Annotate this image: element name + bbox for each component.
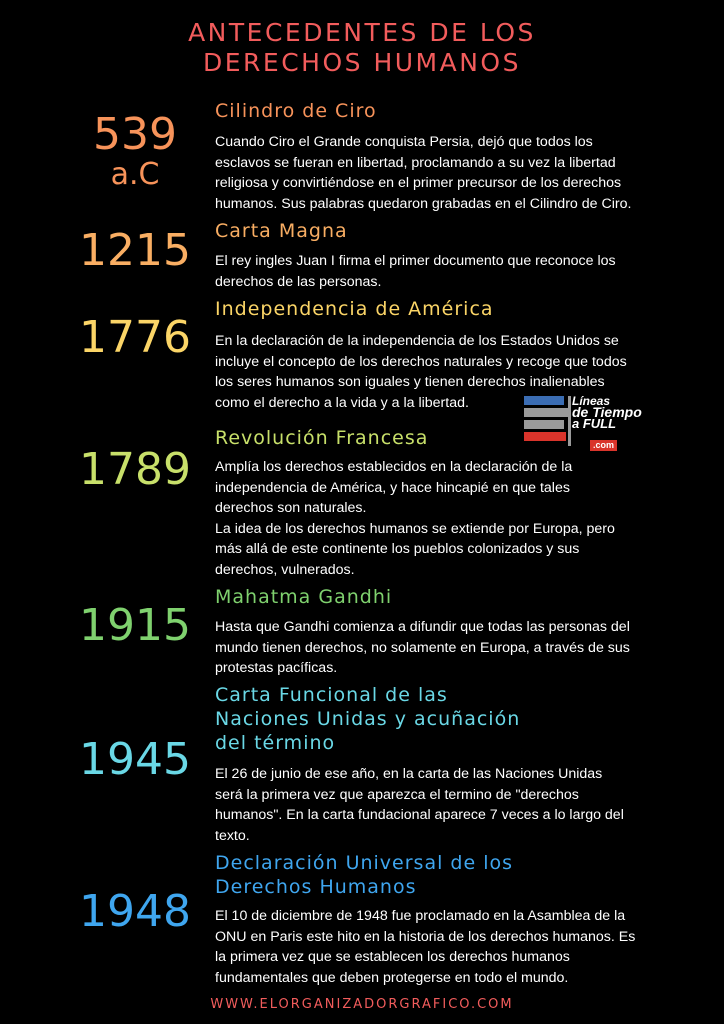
logo-wordmark: Líneas de Tiempo a FULL <box>572 394 642 431</box>
year-1915 <box>60 600 210 651</box>
event-body-ciro: Cuando Ciro el Grande conquista Persia, dejó que todos los esclavos se fueran en libertad, proclamando a su vez la libertad religiosa y convirtiéndose en el primer precursor de los derechos humanos. Sus palabras quedaron grabadas en el Cilindro de Ciro. <box>215 134 632 212</box>
year-1945 <box>60 734 210 785</box>
event-heading-carta-magna: Carta Magna <box>215 220 348 242</box>
page-title <box>0 18 724 78</box>
year-label: 539 <box>93 109 177 160</box>
event-body-naciones-unidas: El 26 de junio de ese año, en la carta de las Naciones Unidas será la primera vez que aparezca el termino de "derechos humanos". En la carta fundacional aparece 7 veces a lo largo del texto. <box>215 766 624 844</box>
event-body-gandhi: Hasta que Gandhi comienza a difundir que todas las personas del mundo tienen derechos, no solamente en Europa, a través de sus protestas pacíficas. <box>215 619 630 676</box>
event-heading-naciones-unidas: Carta Funcional de las Naciones Unidas y acuñación del término <box>215 684 521 754</box>
footer-website-link[interactable]: WWW.ELORGANIZADORGRAFICO.COM <box>210 997 514 1012</box>
year-1776 <box>60 312 210 363</box>
title-line-1: ANTECEDENTES DE LOS <box>188 18 536 47</box>
year-label: 1945 <box>79 734 191 785</box>
event-body-carta-magna: El rey ingles Juan I firma el primer documento que reconoce los derechos de las personas. <box>215 253 616 290</box>
event-heading-independencia: Independencia de América <box>215 298 494 320</box>
year-label: 1915 <box>79 600 191 651</box>
event-body-independencia: En la declaración de la independencia de los Estados Unidos se incluye el concepto de los derechos naturales y recoge que todos los seres humanos son iguales y tienen derechos inalienables como el derecho a la vida y a la libertad. <box>215 333 627 411</box>
year-539 <box>60 109 210 192</box>
year-label: 1776 <box>79 312 191 363</box>
year-sub-label: a.C <box>110 157 160 192</box>
event-heading-declaracion: Declaración Universal de los Derechos Humanos <box>215 852 513 898</box>
year-1948 <box>60 886 210 937</box>
year-1215 <box>60 225 210 276</box>
event-body-declaracion: El 10 de diciembre de 1948 fue proclamado en la Asamblea de la ONU en Paris este hito en la historia de los derechos humanos. Es la primera vez que se establecen los derechos humanos fundamentales que deben protegerse en todo el mundo. <box>215 908 636 986</box>
event-heading-gandhi: Mahatma Gandhi <box>215 586 393 608</box>
event-body-revolucion: Amplía los derechos establecidos en la declaración de la independencia de América, y hace hincapié en que tales derechos son naturales. La idea de los derechos humanos se extiende por Europa, pero más allá de este continente los pueblos colonizados y sus derechos, vulnerados. <box>215 459 615 578</box>
year-label: 1948 <box>79 886 191 937</box>
event-heading-ciro: Cilindro de Ciro <box>215 100 377 122</box>
title-line-2: DERECHOS HUMANOS <box>203 48 521 77</box>
year-label: 1789 <box>79 444 191 495</box>
event-heading-revolucion: Revolución Francesa <box>215 427 429 449</box>
year-1789 <box>60 444 210 495</box>
logo-com-badge: .com <box>590 440 617 451</box>
year-label: 1215 <box>79 225 191 276</box>
